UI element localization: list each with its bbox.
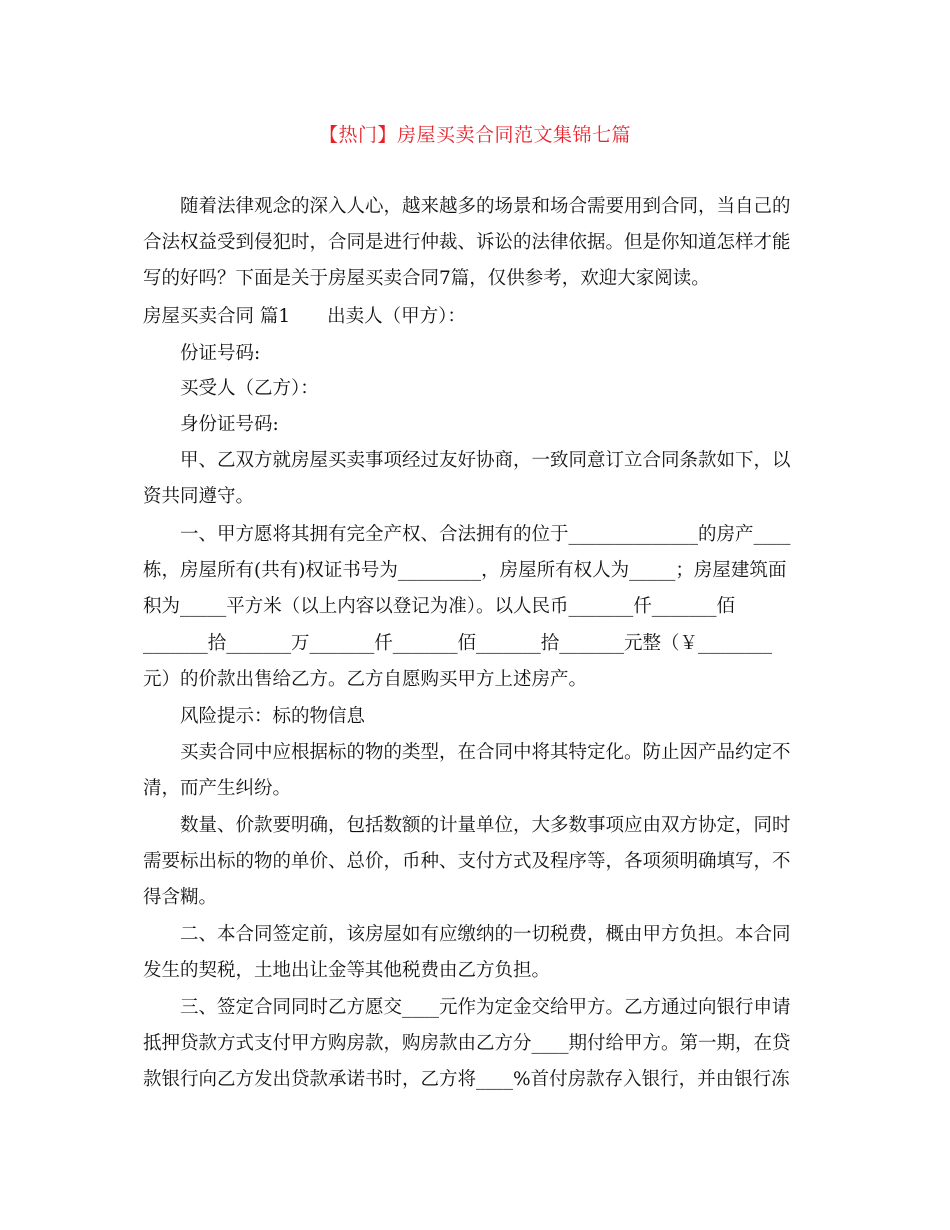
clause-line: 栋，房屋所有(共有)权证书号为_________，房屋所有权人为_____；房屋建筑面	[143, 560, 787, 581]
paragraph-line: 需要标出标的物的单价、总价，币种、支付方式及程序等，各项须明确填写，不	[143, 851, 791, 872]
clause-line: 发生的契税，土地出让金等其他税费由乙方负担。	[143, 960, 551, 981]
paragraph-line: 得含糊。	[143, 887, 218, 908]
clause-line: 二、本合同签定前，该房屋如有应缴纳的一切税费，概由甲方负担。本合同	[180, 924, 791, 945]
paragraph-line: 随着法律观念的深入人心，越来越多的场景和场合需要用到合同，当自己的	[180, 196, 791, 217]
clause-line: 积为_____平方米（以上内容以登记为准）。以人民币_______仟_______佰	[143, 596, 736, 617]
risk-heading-line: 风险提示：标的物信息	[180, 706, 366, 727]
paragraph-line: 数量、价款要明确，包括数额的计量单位，大多数事项应由双方协定，同时	[180, 815, 791, 836]
clause-line: 元）的价款出售给乙方。乙方自愿购买甲方上述房产。	[143, 669, 588, 690]
clause-line: _______拾_______万_______仟_______佰_______拾_______元整（￥________	[143, 633, 773, 654]
paragraph-line: 甲、乙双方就房屋买卖事项经过友好协商，一致同意订立合同条款如下，以	[180, 450, 791, 471]
clause-line: 抵押贷款方式支付甲方购房款，购房款由乙方分____期付给甲方。第一期，在贷	[143, 1033, 791, 1054]
field-line: 身份证号码:	[180, 414, 279, 435]
paragraph-line: 清，而产生纠纷。	[143, 778, 292, 799]
document-title: 【热门】房屋买卖合同范文集锦七篇	[318, 124, 631, 146]
clause-line: 款银行向乙方发出贷款承诺书时，乙方将____%首付房款存入银行，并由银行冻	[143, 1069, 790, 1090]
paragraph-line: 合法权益受到侵犯时，合同是进行仲裁、诉讼的法律依据。但是你知道怎样才能	[143, 232, 791, 253]
clause-line: 三、签定合同同时乙方愿交____元作为定金交给甲方。乙方通过向银行申请	[180, 997, 791, 1018]
clause-line: 一、甲方愿将其拥有完全产权、合法拥有的位于______________的房产____	[180, 524, 791, 545]
field-line: 份证号码:	[180, 343, 261, 364]
paragraph-line: 买卖合同中应根据标的物的类型，在合同中将其特定化。防止因产品约定不	[180, 742, 791, 763]
paragraph-line: 写的好吗？下面是关于房屋买卖合同7篇，仅供参考，欢迎大家阅读。	[143, 268, 710, 289]
field-line: 买受人（乙方）：	[180, 378, 319, 399]
section-heading-line: 房屋买卖合同 篇1 出卖人（甲方）：	[143, 306, 466, 327]
paragraph-line: 资共同遵守。	[143, 486, 255, 507]
